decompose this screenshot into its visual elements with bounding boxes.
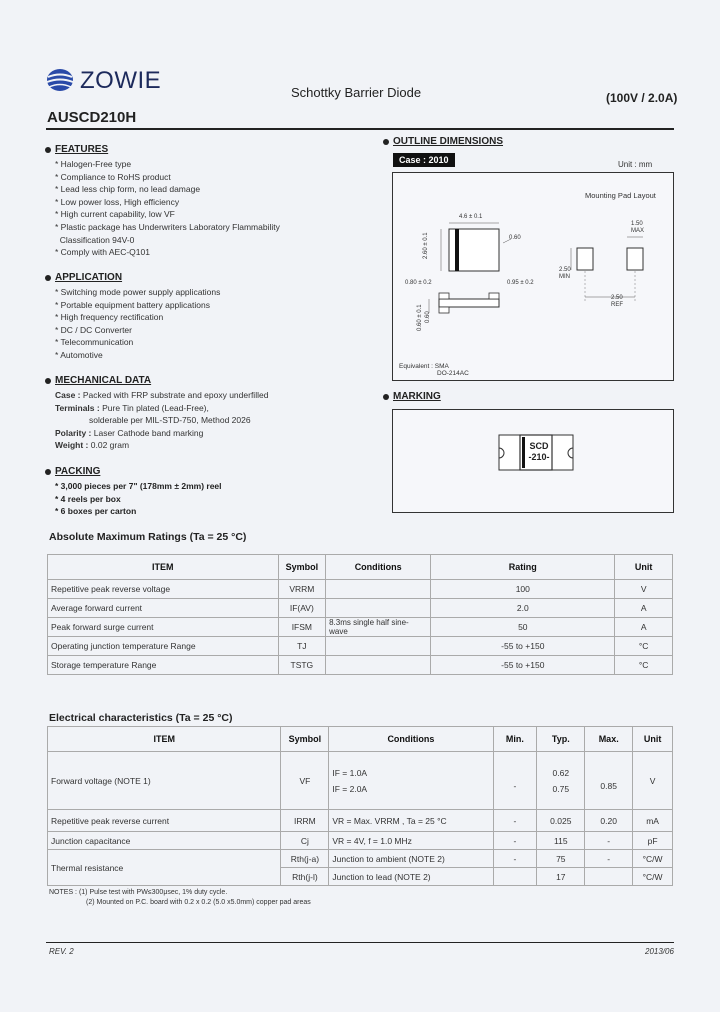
table-row: Average forward current IF(AV) 2.0 A — [48, 599, 673, 618]
list-item: * High current capability, low VF — [55, 209, 175, 220]
col-item: ITEM — [48, 555, 279, 580]
application-list — [55, 286, 220, 362]
table-row: Forward voltage (NOTE 1) VF IF = 1.0A IF = 2.0A - 0.62 0.75 0.85 V — [48, 752, 673, 810]
list-item: * Automotive — [55, 349, 103, 360]
col-item: ITEM — [48, 727, 281, 752]
col-symbol: Symbol — [281, 727, 329, 752]
list-item: * Compliance to RoHS product — [55, 171, 171, 182]
col-unit: Unit — [615, 555, 673, 580]
unit-label: Unit : mm — [618, 160, 653, 169]
equivalent-label: Equivalent : SMA — [399, 363, 449, 370]
application-bullet — [45, 275, 51, 281]
outline-bullet — [383, 139, 389, 145]
features-list — [55, 158, 280, 259]
table-row: Repetitive peak reverse current IRRM VR = Max. VRRM , Ta = 25 °C - 0.025 0.20 mA — [48, 810, 673, 832]
list-item: Case : Packed with FRP substrate and epoxy underfilled — [55, 390, 269, 400]
col-conditions: Conditions — [329, 727, 493, 752]
table-row: Thermal resistance Rth(j-a) Junction to ambient (NOTE 2) - 75 - °C/W — [48, 850, 673, 868]
marking-line2: -210- — [528, 452, 550, 462]
table-row: Peak forward surge current IFSM 8.3ms single half sine-wave 50 A — [48, 618, 673, 637]
case-label: Case : 2010 — [393, 153, 455, 167]
list-item: * Comply with AEC-Q101 — [55, 247, 150, 258]
mechanical-heading: MECHANICAL DATA — [55, 375, 152, 386]
doc-title: Schottky Barrier Diode — [291, 85, 422, 100]
table-row: Repetitive peak reverse voltage VRRM 100 V — [48, 580, 673, 599]
packing-heading: PACKING — [55, 466, 101, 477]
list-item: Weight : 0.02 gram — [55, 440, 130, 451]
dim-pad-side-min: MIN — [559, 274, 570, 280]
abs-max-title: Absolute Maximum Ratings (Ta = 25 °C) — [49, 531, 247, 543]
outline-drawing — [393, 173, 673, 380]
footer-divider — [46, 942, 674, 943]
table-row: Rth(j-l) Junction to lead (NOTE 2) 17 °C/W — [48, 868, 673, 886]
list-item: * Halogen-Free type — [55, 159, 132, 169]
list-item: solderable per MIL-STD-750, Method 2026 — [89, 415, 251, 426]
dim-pad-gap: 2.50 — [611, 295, 623, 301]
table-header-row — [48, 555, 673, 580]
col-conditions: Conditions — [326, 555, 431, 580]
list-item: * Low power loss, High efficiency — [55, 196, 180, 207]
mounting-pad-left — [577, 248, 593, 270]
list-item: Classification 94V-0 — [59, 234, 135, 245]
features-bullet — [45, 147, 51, 153]
logo — [46, 68, 74, 97]
part-number: AUSCD210H — [47, 109, 137, 126]
packing-list — [55, 480, 222, 518]
note-2: (2) Mounted on P.C. board with 0.2 x 0.2 (5.0 x5.0mm) copper pad areas — [86, 899, 311, 906]
outline-heading: OUTLINE DIMENSIONS — [393, 136, 504, 147]
note-1: NOTES : (1) Pulse test with PW≤300μsec, 1% duty cycle. — [49, 889, 228, 896]
list-item: * Switching mode power supply applications — [55, 287, 221, 297]
table-row: Operating junction temperature Range TJ -55 to +150 °C — [48, 637, 673, 656]
application-heading: APPLICATION — [55, 272, 123, 283]
list-item: * DC / DC Converter — [55, 324, 132, 335]
col-unit: Unit — [633, 727, 673, 752]
list-item: * 4 reels per box — [55, 493, 121, 504]
dim-pad-side: 2.50 — [559, 267, 571, 273]
features-heading: FEATURES — [55, 144, 109, 155]
marking-box — [392, 409, 674, 513]
list-item: * Portable equipment battery applications — [55, 299, 210, 310]
list-item: * 6 boxes per carton — [55, 506, 137, 517]
equivalent-package: DO-214AC — [437, 370, 469, 377]
pad-layout-label: Mounting Pad Layout — [585, 191, 656, 200]
dim-pad-top-max: MAX — [631, 228, 645, 234]
marking-bullet — [383, 394, 389, 400]
list-item: Terminals : Pure Tin plated (Lead-Free), — [55, 402, 209, 413]
dim-pad-gap-ref: REF — [611, 302, 623, 308]
dim-band: 0.60 — [509, 235, 521, 241]
date: 2013/06 — [645, 947, 674, 956]
mechanical-list — [55, 389, 268, 452]
outline-drawing-box — [392, 172, 674, 381]
dim-pad-top: 1.50 — [631, 221, 643, 227]
list-item: * High frequency rectification — [55, 312, 164, 323]
dim-height: 0.95 ± 0.2 — [507, 280, 534, 286]
revision: REV. 2 — [49, 947, 74, 956]
dim-height3: 0.60 — [425, 311, 431, 323]
elec-table — [47, 726, 673, 886]
dim-term: 0.80 ± 0.2 — [405, 280, 432, 286]
package-side-view — [439, 299, 499, 307]
list-item: * Telecommunication — [55, 337, 134, 348]
abs-max-table — [47, 554, 673, 675]
mounting-pad-right — [627, 248, 643, 270]
dim-height2: 0.60 ± 0.1 — [417, 304, 423, 331]
col-symbol: Symbol — [278, 555, 326, 580]
packing-bullet — [45, 469, 51, 475]
zowie-logo-icon — [46, 68, 74, 92]
dim-length: 4.6 ± 0.1 — [459, 214, 483, 220]
col-max: Max. — [585, 727, 633, 752]
list-item: * Plastic package has Underwriters Laboratory Flammability — [55, 221, 280, 232]
list-item: * Lead less chip form, no lead damage — [55, 184, 201, 195]
marking-heading: MARKING — [393, 391, 441, 402]
table-row: Junction capacitance Cj VR = 4V, f = 1.0 MHz - 115 - pF — [48, 832, 673, 850]
list-item: * 3,000 pieces per 7" (178mm ± 2mm) reel — [55, 481, 222, 491]
elec-title: Electrical characteristics (Ta = 25 °C) — [49, 712, 233, 724]
marking-line1: SCD — [529, 441, 549, 451]
table-row: Storage temperature Range TSTG -55 to +150 °C — [48, 656, 673, 675]
dim-width: 2.60 ± 0.1 — [423, 232, 429, 259]
col-typ: Typ. — [537, 727, 585, 752]
header-divider — [46, 128, 674, 130]
rating-summary: (100V / 2.0A) — [606, 91, 678, 105]
col-min: Min. — [493, 727, 537, 752]
table-header-row — [48, 727, 673, 752]
brand-name: ZOWIE — [80, 67, 162, 94]
cathode-band — [455, 229, 459, 271]
list-item: Polarity : Laser Cathode band marking — [55, 427, 204, 438]
col-rating: Rating — [431, 555, 615, 580]
mechanical-bullet — [45, 378, 51, 384]
